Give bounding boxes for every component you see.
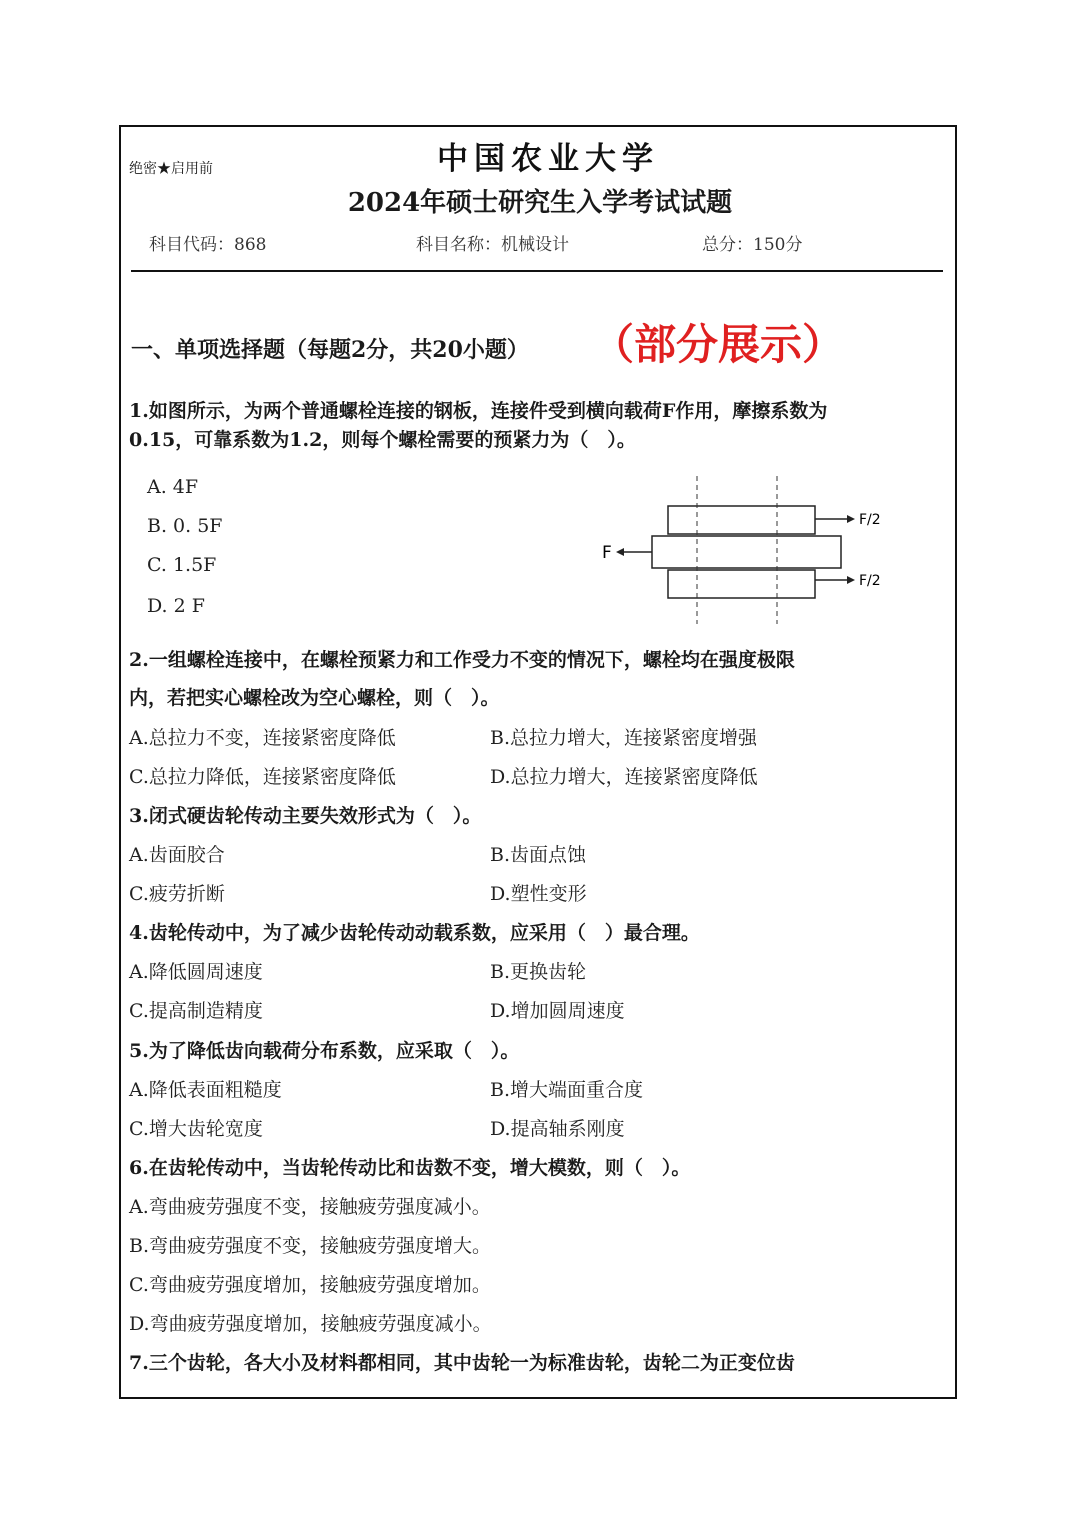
- question-2-option-d: D.总拉力增大，连接紧密度降低: [490, 766, 758, 788]
- question-2-line-1: 2.一组螺栓连接中，在螺栓预紧力和工作受力不变的情况下，螺栓均在强度极限: [129, 649, 795, 671]
- question-2-option-a: A.总拉力不变，连接紧密度降低: [129, 727, 396, 749]
- question-5-option-c: C.增大齿轮宽度: [129, 1118, 263, 1140]
- question-7-line-1: 7.三个齿轮，各大小及材料都相同，其中齿轮一为标准齿轮，齿轮二为正变位齿: [129, 1352, 795, 1374]
- question-4-line-1: 4.齿轮传动中，为了减少齿轮传动动载系数，应采用（ ）最合理。: [129, 922, 700, 944]
- force-arrowhead-bottom: [847, 576, 855, 584]
- question-4-option-c: C.提高制造精度: [129, 1000, 263, 1022]
- question-2-line-2: 内，若把实心螺栓改为空心螺栓，则（ ）。: [129, 687, 500, 709]
- force-label-top: F/2: [859, 512, 881, 528]
- force-label-bottom: F/2: [859, 573, 881, 589]
- question-5-line-1: 5.为了降低齿向载荷分布系数，应采取（ ）。: [129, 1040, 520, 1062]
- force-arrowhead-left: [616, 548, 624, 556]
- question-6-option-d: D.弯曲疲劳强度增加，接触疲劳强度减小。: [129, 1313, 492, 1335]
- bottom-plate: [668, 570, 815, 598]
- exam-title: 2024年硕士研究生入学考试试题: [347, 188, 733, 218]
- question-1-line-1: 1.如图所示，为两个普通螺栓连接的钢板，连接件受到横向载荷F作用，摩擦系数为: [129, 400, 828, 422]
- question-1-option-c: C. 1.5F: [147, 554, 217, 576]
- question-4-option-a: A.降低圆周速度: [129, 961, 263, 983]
- question-6-option-c: C.弯曲疲劳强度增加，接触疲劳强度增加。: [129, 1274, 491, 1296]
- middle-plate: [652, 536, 841, 568]
- university-logo-text: 中国农业大学: [437, 141, 659, 177]
- question-2-option-b: B.总拉力增大，连接紧密度增强: [490, 727, 758, 749]
- question-5-option-a: A.降低表面粗糙度: [129, 1079, 282, 1101]
- question-3-option-a: A.齿面胶合: [129, 844, 225, 866]
- question-4-option-b: B.更换齿轮: [490, 961, 587, 983]
- question-6-option-a: A.弯曲疲劳强度不变，接触疲劳强度减小。: [129, 1196, 491, 1218]
- question-1-option-d: D. 2 F: [147, 595, 205, 617]
- top-plate: [668, 506, 815, 534]
- question-1-option-a: A. 4F: [147, 476, 199, 498]
- header-divider: [131, 270, 943, 272]
- question-1-option-b: B. 0. 5F: [147, 515, 223, 537]
- secret-label: 绝密★启用前: [129, 161, 213, 177]
- question-4-option-d: D.增加圆周速度: [490, 1000, 625, 1022]
- question-3-option-b: B.齿面点蚀: [490, 844, 587, 866]
- force-label-left: F: [602, 543, 612, 563]
- question-6-option-b: B.弯曲疲劳强度不变，接触疲劳强度增大。: [129, 1235, 492, 1257]
- total-score: 总分：150分: [702, 235, 803, 255]
- partial-display-tag: （部分展示）: [592, 320, 845, 369]
- question-3-option-c: C.疲劳折断: [129, 883, 225, 905]
- question-5-option-b: B.增大端面重合度: [490, 1079, 644, 1101]
- subject-name: 科目名称：机械设计: [416, 235, 569, 255]
- question-2-option-c: C.总拉力降低，连接紧密度降低: [129, 766, 396, 788]
- question-5-option-d: D.提高轴系刚度: [490, 1118, 625, 1140]
- subject-code: 科目代码：868: [149, 235, 267, 255]
- question-3-option-d: D.塑性变形: [490, 883, 587, 905]
- force-arrowhead-top: [847, 515, 855, 523]
- bolt-joint-diagram: [598, 470, 888, 630]
- question-3-line-1: 3.闭式硬齿轮传动主要失效形式为（ ）。: [129, 805, 482, 827]
- question-1-line-2: 0.15，可靠系数为1.2，则每个螺栓需要的预紧力为（ ）。: [129, 429, 636, 451]
- section-heading: 一、单项选择题（每题2分，共20小题）: [131, 337, 529, 363]
- question-6-line-1: 6.在齿轮传动中，当齿轮传动比和齿数不变，增大模数，则（ ）。: [129, 1157, 691, 1179]
